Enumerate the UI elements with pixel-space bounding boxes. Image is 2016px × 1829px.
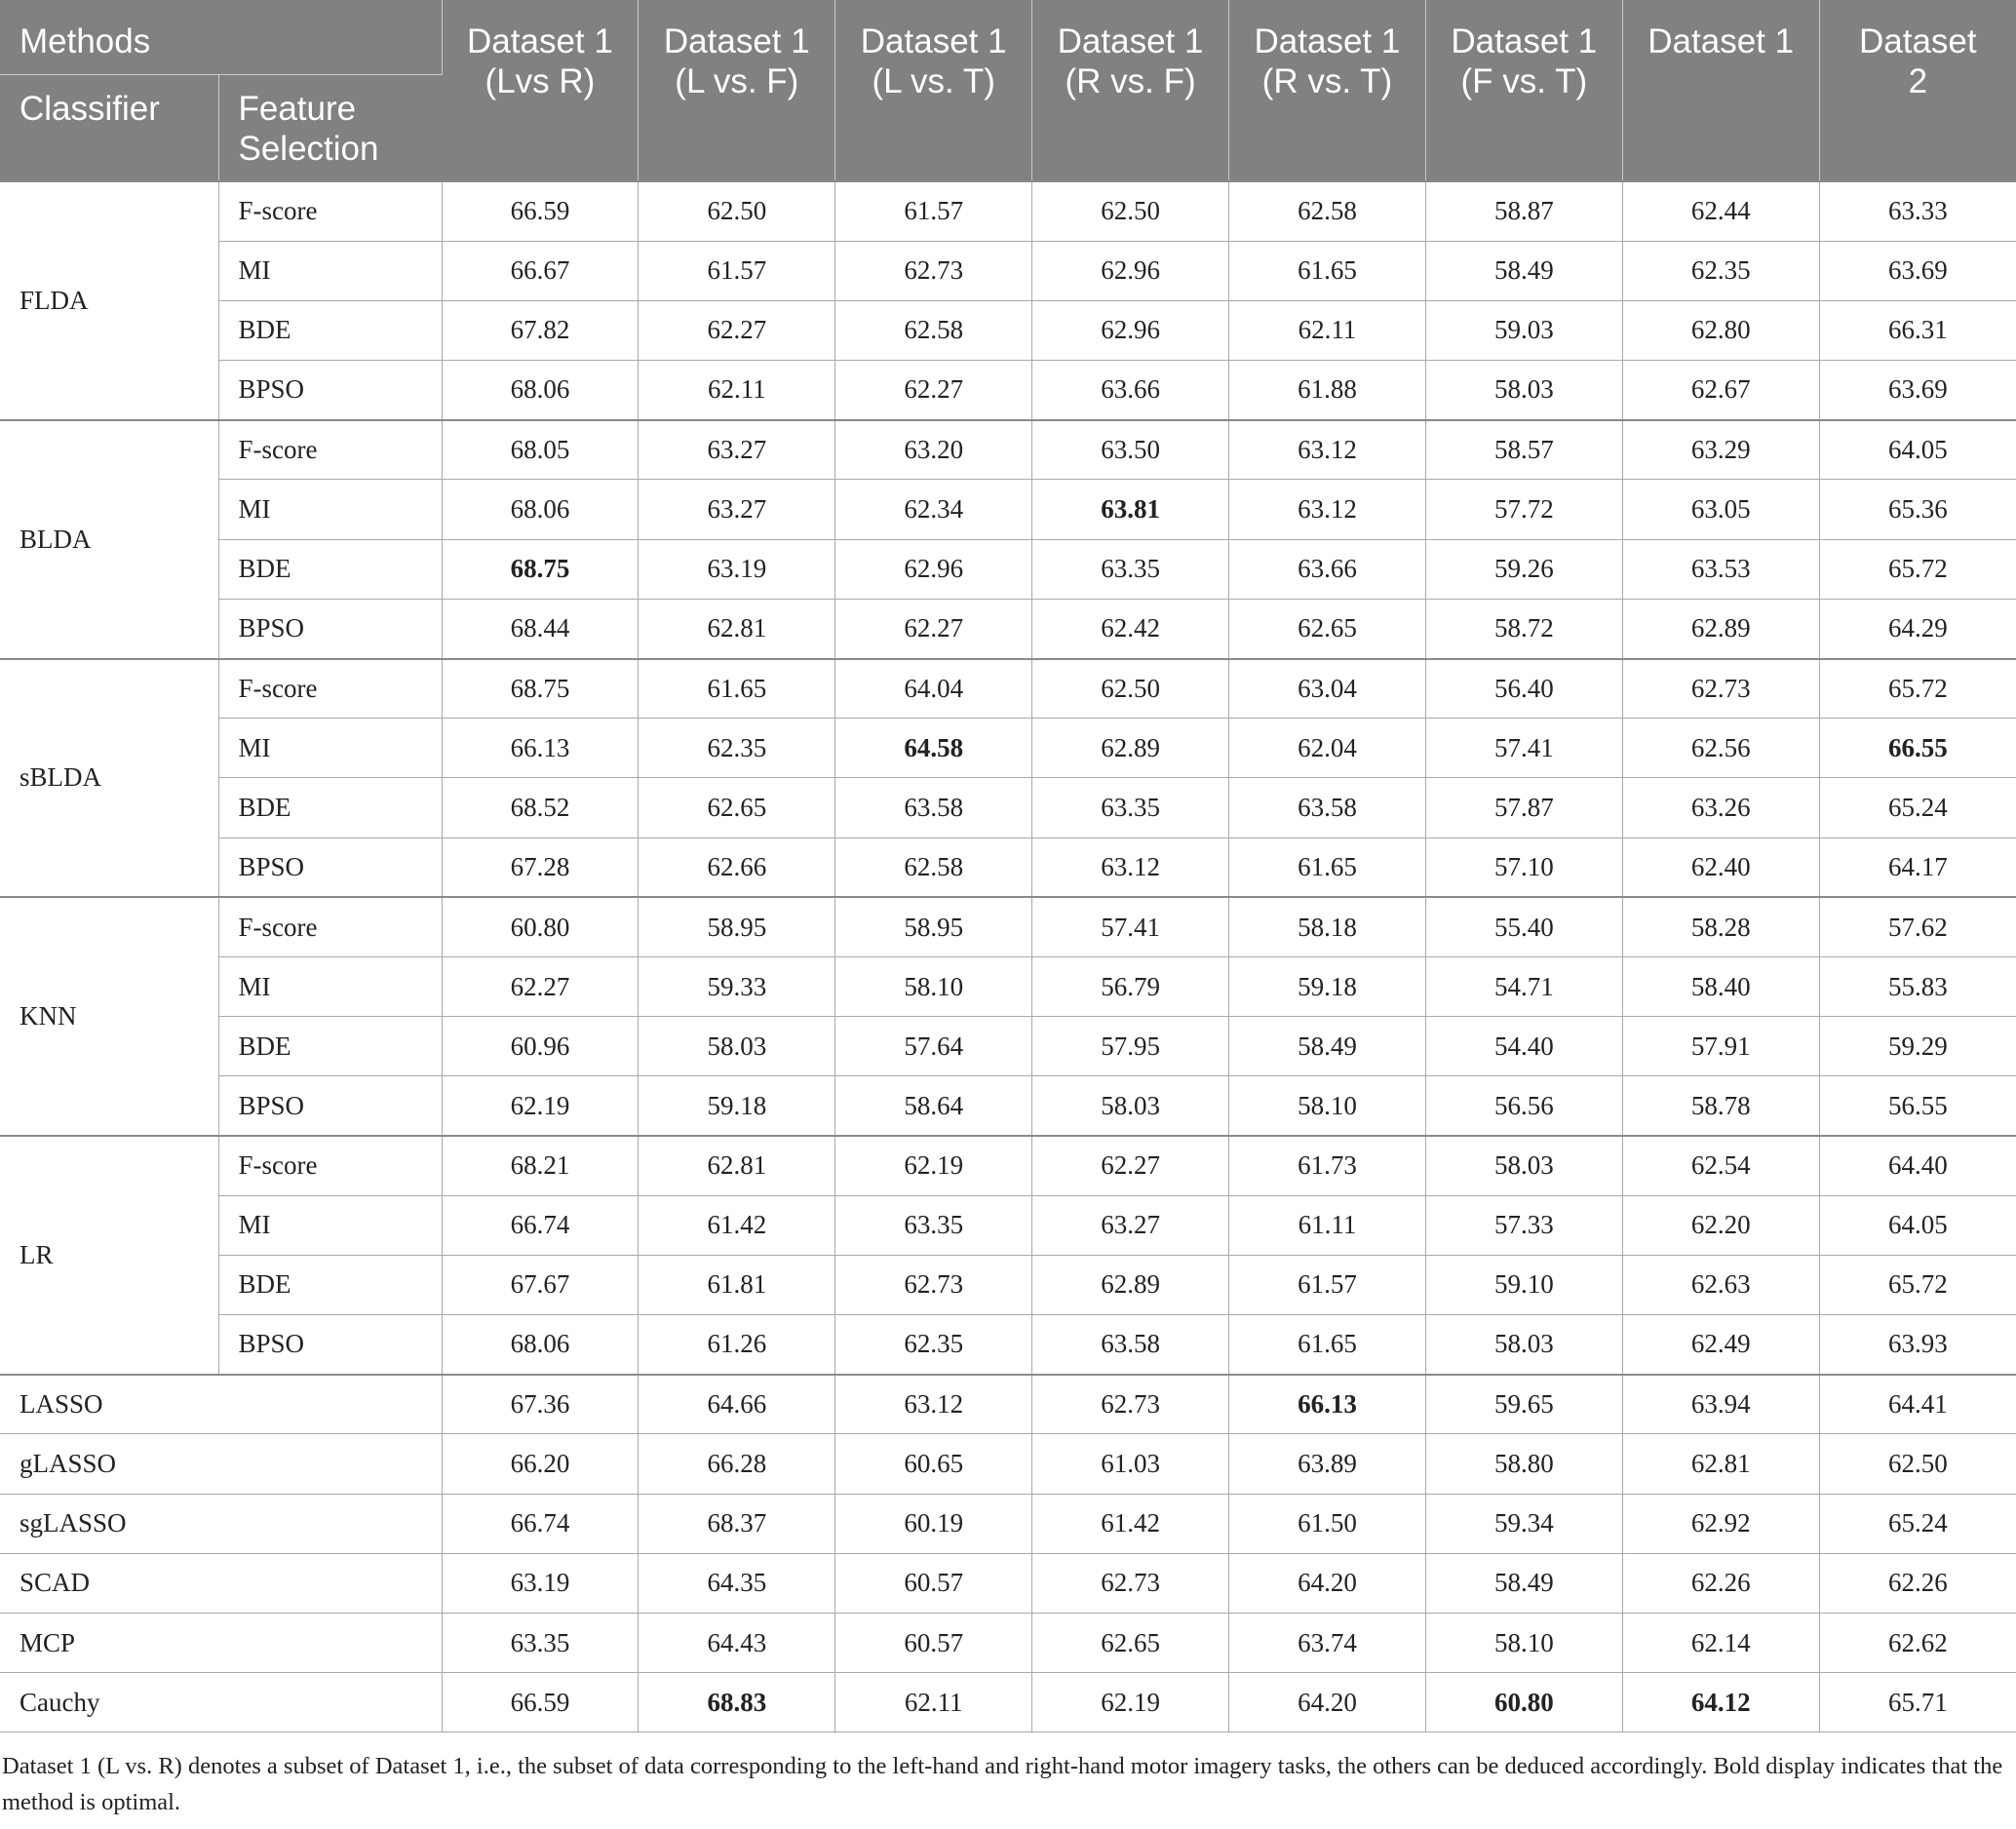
value-cell: 63.27 <box>1032 1195 1229 1255</box>
value-cell: 62.96 <box>835 539 1032 599</box>
value-cell: 61.57 <box>835 181 1032 241</box>
value-cell: 62.56 <box>1622 719 1819 778</box>
value-cell: 60.80 <box>1425 1673 1622 1732</box>
value-cell: 62.73 <box>835 241 1032 300</box>
feature-selection-cell: F-score <box>218 1136 442 1195</box>
value-cell: 58.49 <box>1425 1553 1622 1613</box>
feature-selection-header: Feature Selection <box>218 74 442 181</box>
table-row <box>0 1076 2016 1136</box>
value-cell: 62.26 <box>1819 1553 2016 1613</box>
column-header: Dataset 2 <box>1819 0 2016 181</box>
feature-selection-cell: F-score <box>218 897 442 956</box>
method-cell: Cauchy <box>0 1673 442 1732</box>
value-cell: 64.17 <box>1819 837 2016 897</box>
value-cell: 62.73 <box>1032 1375 1229 1434</box>
method-cell: SCAD <box>0 1553 442 1613</box>
value-cell: 65.24 <box>1819 1494 2016 1553</box>
table-row <box>0 778 2016 837</box>
value-cell: 62.35 <box>639 719 835 778</box>
value-cell: 64.29 <box>1819 599 2016 658</box>
value-cell: 57.91 <box>1622 1017 1819 1076</box>
table-row <box>0 1017 2016 1076</box>
classifier-header: Classifier <box>0 74 218 181</box>
value-cell: 61.11 <box>1229 1195 1426 1255</box>
table-row <box>0 659 2016 719</box>
value-cell: 63.53 <box>1622 539 1819 599</box>
value-cell: 62.65 <box>1229 599 1426 658</box>
table-row <box>0 480 2016 539</box>
table-row <box>0 1375 2016 1434</box>
value-cell: 62.67 <box>1622 361 1819 420</box>
value-cell: 58.28 <box>1622 897 1819 956</box>
value-cell: 62.81 <box>1622 1434 1819 1494</box>
feature-selection-cell: F-score <box>218 181 442 241</box>
value-cell: 66.74 <box>442 1494 639 1553</box>
value-cell: 58.03 <box>1425 361 1622 420</box>
value-cell: 62.65 <box>639 778 835 837</box>
feature-selection-cell: BDE <box>218 778 442 837</box>
value-cell: 61.65 <box>1229 241 1426 300</box>
value-cell: 55.83 <box>1819 956 2016 1016</box>
feature-selection-cell: BDE <box>218 1017 442 1076</box>
value-cell: 57.41 <box>1425 719 1622 778</box>
value-cell: 62.81 <box>639 599 835 658</box>
value-cell: 59.65 <box>1425 1375 1622 1434</box>
value-cell: 68.75 <box>442 539 639 599</box>
value-cell: 62.35 <box>835 1315 1032 1375</box>
value-cell: 63.74 <box>1229 1614 1426 1673</box>
value-cell: 66.13 <box>442 719 639 778</box>
value-cell: 61.57 <box>639 241 835 300</box>
value-cell: 60.80 <box>442 897 639 956</box>
value-cell: 62.49 <box>1622 1315 1819 1375</box>
value-cell: 56.40 <box>1425 659 1622 719</box>
value-cell: 62.11 <box>639 361 835 420</box>
value-cell: 62.50 <box>1032 181 1229 241</box>
table-row <box>0 181 2016 241</box>
value-cell: 56.56 <box>1425 1076 1622 1136</box>
value-cell: 64.41 <box>1819 1375 2016 1434</box>
value-cell: 59.10 <box>1425 1255 1622 1314</box>
value-cell: 63.26 <box>1622 778 1819 837</box>
value-cell: 62.26 <box>1622 1553 1819 1613</box>
value-cell: 63.20 <box>835 420 1032 480</box>
value-cell: 62.89 <box>1622 599 1819 658</box>
feature-selection-cell: BDE <box>218 539 442 599</box>
value-cell: 66.59 <box>442 181 639 241</box>
value-cell: 62.19 <box>442 1076 639 1136</box>
value-cell: 62.35 <box>1622 241 1819 300</box>
value-cell: 58.10 <box>1425 1614 1622 1673</box>
value-cell: 63.66 <box>1032 361 1229 420</box>
value-cell: 58.18 <box>1229 897 1426 956</box>
value-cell: 57.95 <box>1032 1017 1229 1076</box>
value-cell: 62.27 <box>1032 1136 1229 1195</box>
value-cell: 65.71 <box>1819 1673 2016 1732</box>
value-cell: 58.80 <box>1425 1434 1622 1494</box>
value-cell: 60.65 <box>835 1434 1032 1494</box>
value-cell: 64.43 <box>639 1614 835 1673</box>
value-cell: 63.19 <box>639 539 835 599</box>
value-cell: 65.36 <box>1819 480 2016 539</box>
value-cell: 63.50 <box>1032 420 1229 480</box>
value-cell: 64.58 <box>835 719 1032 778</box>
value-cell: 60.57 <box>835 1614 1032 1673</box>
value-cell: 62.27 <box>639 300 835 360</box>
value-cell: 57.62 <box>1819 897 2016 956</box>
feature-selection-cell: BPSO <box>218 361 442 420</box>
value-cell: 62.27 <box>835 361 1032 420</box>
feature-selection-cell: BPSO <box>218 1076 442 1136</box>
table-row <box>0 1494 2016 1553</box>
value-cell: 68.06 <box>442 480 639 539</box>
value-cell: 62.50 <box>1819 1434 2016 1494</box>
value-cell: 68.37 <box>639 1494 835 1553</box>
value-cell: 64.20 <box>1229 1553 1426 1613</box>
value-cell: 62.66 <box>639 837 835 897</box>
value-cell: 58.10 <box>835 956 1032 1016</box>
value-cell: 61.57 <box>1229 1255 1426 1314</box>
value-cell: 62.96 <box>1032 241 1229 300</box>
value-cell: 63.04 <box>1229 659 1426 719</box>
classifier-cell: FLDA <box>0 181 218 420</box>
value-cell: 62.58 <box>1229 181 1426 241</box>
value-cell: 62.58 <box>835 837 1032 897</box>
table-row <box>0 1136 2016 1195</box>
value-cell: 63.05 <box>1622 480 1819 539</box>
value-cell: 62.92 <box>1622 1494 1819 1553</box>
value-cell: 66.20 <box>442 1434 639 1494</box>
value-cell: 58.03 <box>639 1017 835 1076</box>
column-header: Dataset 1 (F vs. T) <box>1425 0 1622 181</box>
value-cell: 62.19 <box>835 1136 1032 1195</box>
value-cell: 62.04 <box>1229 719 1426 778</box>
value-cell: 62.62 <box>1819 1614 2016 1673</box>
value-cell: 62.20 <box>1622 1195 1819 1255</box>
value-cell: 64.05 <box>1819 420 2016 480</box>
value-cell: 58.95 <box>639 897 835 956</box>
value-cell: 62.40 <box>1622 837 1819 897</box>
value-cell: 60.19 <box>835 1494 1032 1553</box>
table-row <box>0 897 2016 956</box>
value-cell: 63.58 <box>1229 778 1426 837</box>
value-cell: 62.27 <box>442 956 639 1016</box>
feature-selection-cell: MI <box>218 480 442 539</box>
value-cell: 63.66 <box>1229 539 1426 599</box>
table-row <box>0 300 2016 360</box>
classifier-cell: sBLDA <box>0 659 218 898</box>
value-cell: 57.87 <box>1425 778 1622 837</box>
value-cell: 67.67 <box>442 1255 639 1314</box>
value-cell: 62.19 <box>1032 1673 1229 1732</box>
value-cell: 62.80 <box>1622 300 1819 360</box>
value-cell: 58.72 <box>1425 599 1622 658</box>
value-cell: 54.71 <box>1425 956 1622 1016</box>
table-row <box>0 361 2016 420</box>
value-cell: 62.50 <box>639 181 835 241</box>
feature-selection-cell: MI <box>218 241 442 300</box>
feature-selection-cell: BPSO <box>218 1315 442 1375</box>
value-cell: 62.96 <box>1032 300 1229 360</box>
value-cell: 63.27 <box>639 480 835 539</box>
value-cell: 59.34 <box>1425 1494 1622 1553</box>
column-header: Dataset 1 (R vs. T) <box>1229 0 1426 181</box>
value-cell: 61.81 <box>639 1255 835 1314</box>
value-cell: 63.69 <box>1819 241 2016 300</box>
value-cell: 62.73 <box>1032 1553 1229 1613</box>
feature-selection-cell: F-score <box>218 659 442 719</box>
feature-selection-cell: MI <box>218 719 442 778</box>
value-cell: 63.12 <box>1229 420 1426 480</box>
table-row <box>0 241 2016 300</box>
value-cell: 66.13 <box>1229 1375 1426 1434</box>
value-cell: 58.49 <box>1425 241 1622 300</box>
value-cell: 68.05 <box>442 420 639 480</box>
value-cell: 60.57 <box>835 1553 1032 1613</box>
value-cell: 62.73 <box>835 1255 1032 1314</box>
value-cell: 68.06 <box>442 361 639 420</box>
value-cell: 66.31 <box>1819 300 2016 360</box>
value-cell: 57.41 <box>1032 897 1229 956</box>
value-cell: 59.29 <box>1819 1017 2016 1076</box>
table-header <box>0 0 2016 181</box>
value-cell: 61.42 <box>1032 1494 1229 1553</box>
method-cell: gLASSO <box>0 1434 442 1494</box>
classifier-cell: KNN <box>0 897 218 1136</box>
value-cell: 58.49 <box>1229 1017 1426 1076</box>
value-cell: 58.57 <box>1425 420 1622 480</box>
value-cell: 63.29 <box>1622 420 1819 480</box>
value-cell: 63.94 <box>1622 1375 1819 1434</box>
value-cell: 61.42 <box>639 1195 835 1255</box>
value-cell: 61.65 <box>639 659 835 719</box>
table-row <box>0 1434 2016 1494</box>
value-cell: 65.72 <box>1819 539 2016 599</box>
value-cell: 63.89 <box>1229 1434 1426 1494</box>
table-row <box>0 1553 2016 1613</box>
value-cell: 62.81 <box>639 1136 835 1195</box>
value-cell: 62.89 <box>1032 719 1229 778</box>
value-cell: 62.50 <box>1032 659 1229 719</box>
value-cell: 62.27 <box>835 599 1032 658</box>
value-cell: 59.26 <box>1425 539 1622 599</box>
table-row <box>0 599 2016 658</box>
value-cell: 62.44 <box>1622 181 1819 241</box>
value-cell: 58.03 <box>1425 1136 1622 1195</box>
value-cell: 62.14 <box>1622 1614 1819 1673</box>
value-cell: 59.33 <box>639 956 835 1016</box>
value-cell: 63.58 <box>1032 1315 1229 1375</box>
value-cell: 55.40 <box>1425 897 1622 956</box>
value-cell: 67.28 <box>442 837 639 897</box>
table-footnote: Dataset 1 (L vs. R) denotes a subset of Dataset 1, i.e., the subset of data corresponding to the left-hand and right-hand motor imagery tasks, the others can be deduced accordingly. Bold display indicates that the method is optimal. <box>2 1753 2003 1815</box>
value-cell: 68.21 <box>442 1136 639 1195</box>
value-cell: 62.42 <box>1032 599 1229 658</box>
table-row <box>0 1255 2016 1314</box>
value-cell: 58.95 <box>835 897 1032 956</box>
value-cell: 58.10 <box>1229 1076 1426 1136</box>
value-cell: 58.78 <box>1622 1076 1819 1136</box>
value-cell: 63.12 <box>835 1375 1032 1434</box>
value-cell: 57.72 <box>1425 480 1622 539</box>
value-cell: 62.63 <box>1622 1255 1819 1314</box>
value-cell: 61.65 <box>1229 837 1426 897</box>
value-cell: 62.11 <box>1229 300 1426 360</box>
value-cell: 61.50 <box>1229 1494 1426 1553</box>
column-header: Dataset 1 (L vs. T) <box>835 0 1032 181</box>
table-row <box>0 719 2016 778</box>
column-header: Dataset 1 (L vs. F) <box>639 0 835 181</box>
value-cell: 60.96 <box>442 1017 639 1076</box>
value-cell: 67.36 <box>442 1375 639 1434</box>
value-cell: 57.10 <box>1425 837 1622 897</box>
value-cell: 58.03 <box>1032 1076 1229 1136</box>
feature-selection-cell: BPSO <box>218 837 442 897</box>
value-cell: 58.64 <box>835 1076 1032 1136</box>
value-cell: 68.52 <box>442 778 639 837</box>
value-cell: 63.35 <box>1032 539 1229 599</box>
value-cell: 62.54 <box>1622 1136 1819 1195</box>
value-cell: 61.26 <box>639 1315 835 1375</box>
value-cell: 63.12 <box>1032 837 1229 897</box>
table-row <box>0 1315 2016 1375</box>
table-row <box>0 539 2016 599</box>
value-cell: 65.72 <box>1819 659 2016 719</box>
table-row <box>0 420 2016 480</box>
value-cell: 64.35 <box>639 1553 835 1613</box>
value-cell: 68.06 <box>442 1315 639 1375</box>
table-row <box>0 837 2016 897</box>
value-cell: 58.40 <box>1622 956 1819 1016</box>
value-cell: 54.40 <box>1425 1017 1622 1076</box>
value-cell: 61.03 <box>1032 1434 1229 1494</box>
value-cell: 66.28 <box>639 1434 835 1494</box>
value-cell: 57.33 <box>1425 1195 1622 1255</box>
value-cell: 62.65 <box>1032 1614 1229 1673</box>
column-header: Dataset 1 (R vs. F) <box>1032 0 1229 181</box>
value-cell: 59.18 <box>1229 956 1426 1016</box>
value-cell: 63.12 <box>1229 480 1426 539</box>
value-cell: 61.65 <box>1229 1315 1426 1375</box>
value-cell: 62.34 <box>835 480 1032 539</box>
classifier-cell: LR <box>0 1136 218 1375</box>
value-cell: 62.58 <box>835 300 1032 360</box>
feature-selection-cell: MI <box>218 956 442 1016</box>
method-cell: sgLASSO <box>0 1494 442 1553</box>
value-cell: 63.27 <box>639 420 835 480</box>
classifier-cell: BLDA <box>0 420 218 659</box>
value-cell: 63.58 <box>835 778 1032 837</box>
value-cell: 62.73 <box>1622 659 1819 719</box>
feature-selection-cell: MI <box>218 1195 442 1255</box>
value-cell: 68.83 <box>639 1673 835 1732</box>
methods-header: Methods <box>0 0 442 74</box>
value-cell: 66.74 <box>442 1195 639 1255</box>
column-header: Dataset 1 (Lvs R) <box>442 0 639 181</box>
value-cell: 63.35 <box>1032 778 1229 837</box>
value-cell: 66.67 <box>442 241 639 300</box>
value-cell: 63.93 <box>1819 1315 2016 1375</box>
value-cell: 56.55 <box>1819 1076 2016 1136</box>
value-cell: 63.33 <box>1819 181 2016 241</box>
value-cell: 65.24 <box>1819 778 2016 837</box>
feature-selection-cell: F-score <box>218 420 442 480</box>
value-cell: 58.87 <box>1425 181 1622 241</box>
value-cell: 65.72 <box>1819 1255 2016 1314</box>
value-cell: 56.79 <box>1032 956 1229 1016</box>
feature-selection-cell: BPSO <box>218 599 442 658</box>
feature-selection-cell: BDE <box>218 1255 442 1314</box>
value-cell: 63.35 <box>442 1614 639 1673</box>
value-cell: 61.73 <box>1229 1136 1426 1195</box>
value-cell: 57.64 <box>835 1017 1032 1076</box>
value-cell: 63.35 <box>835 1195 1032 1255</box>
value-cell: 66.59 <box>442 1673 639 1732</box>
value-cell: 63.69 <box>1819 361 2016 420</box>
table-body <box>0 181 2016 1732</box>
value-cell: 64.05 <box>1819 1195 2016 1255</box>
value-cell: 63.19 <box>442 1553 639 1613</box>
feature-selection-cell: BDE <box>218 300 442 360</box>
value-cell: 59.03 <box>1425 300 1622 360</box>
value-cell: 67.82 <box>442 300 639 360</box>
table-row <box>0 1673 2016 1732</box>
value-cell: 66.55 <box>1819 719 2016 778</box>
value-cell: 63.81 <box>1032 480 1229 539</box>
value-cell: 59.18 <box>639 1076 835 1136</box>
value-cell: 62.89 <box>1032 1255 1229 1314</box>
value-cell: 58.03 <box>1425 1315 1622 1375</box>
value-cell: 64.04 <box>835 659 1032 719</box>
value-cell: 64.66 <box>639 1375 835 1434</box>
value-cell: 64.20 <box>1229 1673 1426 1732</box>
value-cell: 61.88 <box>1229 361 1426 420</box>
table-row <box>0 1614 2016 1673</box>
value-cell: 64.40 <box>1819 1136 2016 1195</box>
value-cell: 64.12 <box>1622 1673 1819 1732</box>
value-cell: 68.44 <box>442 599 639 658</box>
value-cell: 68.75 <box>442 659 639 719</box>
column-header: Dataset 1 <box>1622 0 1819 181</box>
table-row <box>0 956 2016 1016</box>
method-cell: LASSO <box>0 1375 442 1434</box>
value-cell: 62.11 <box>835 1673 1032 1732</box>
table-row <box>0 1195 2016 1255</box>
method-cell: MCP <box>0 1614 442 1673</box>
